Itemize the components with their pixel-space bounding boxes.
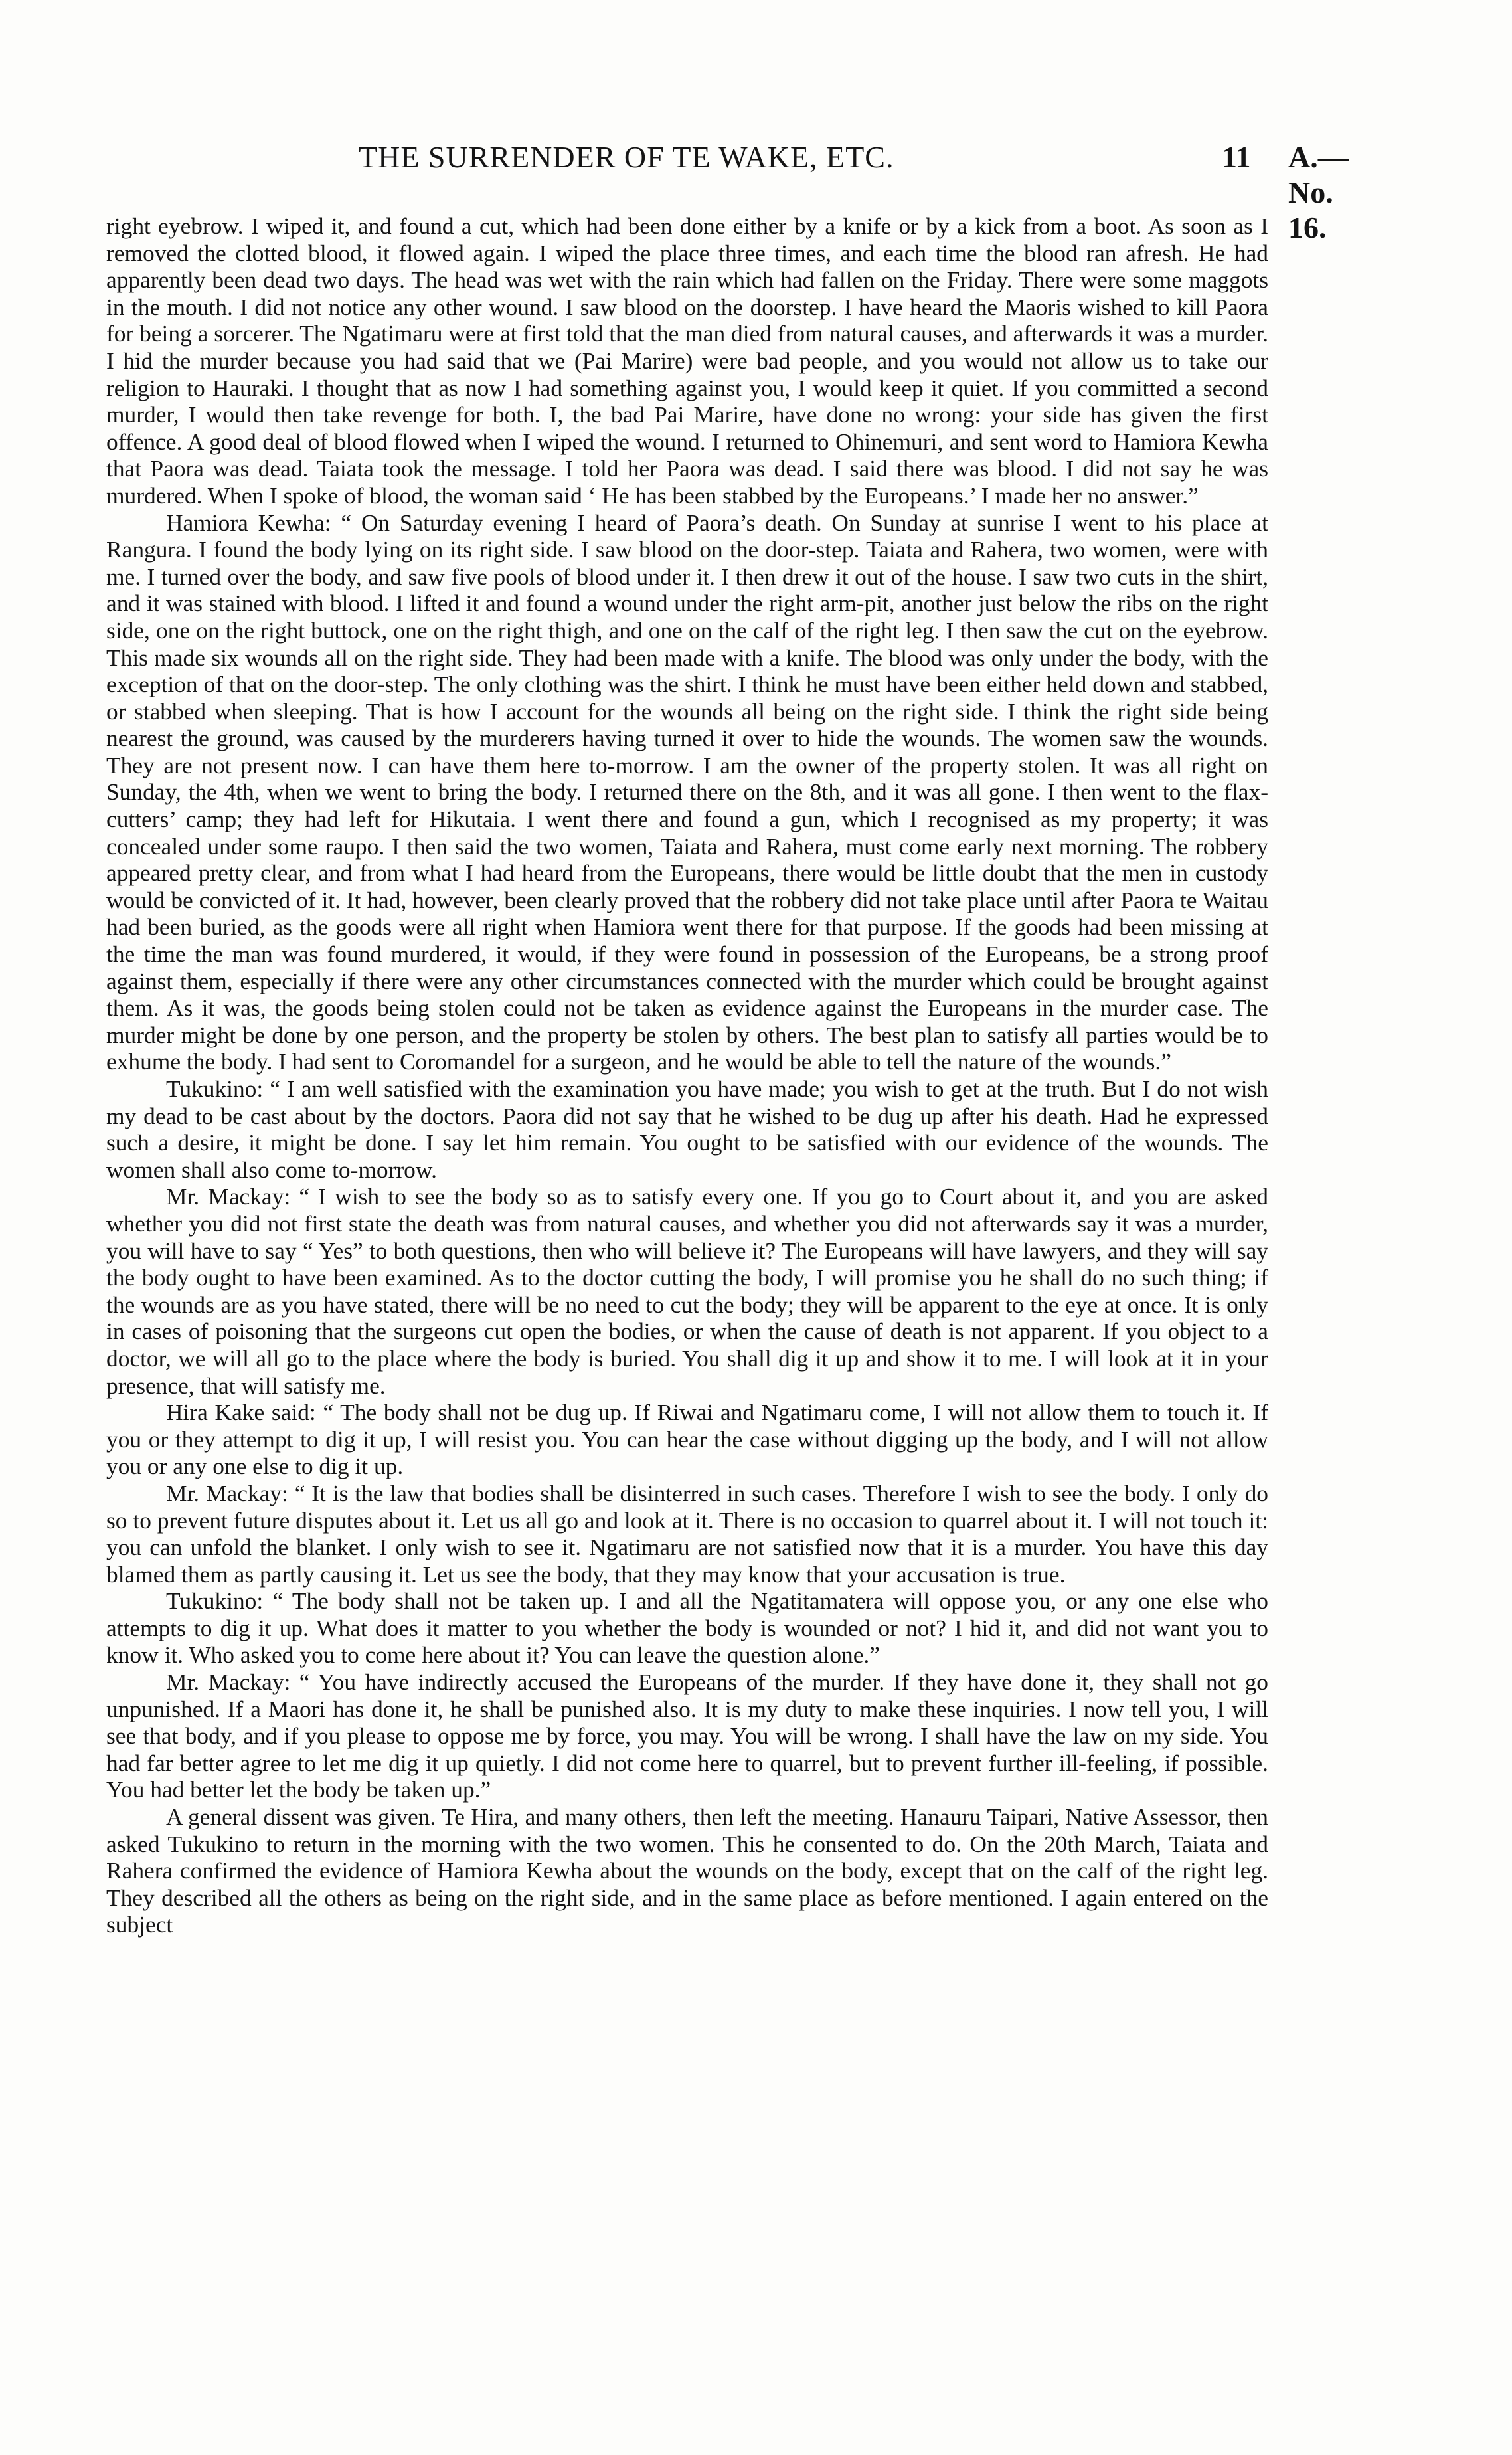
paragraph-mackay-2: Mr. Mackay: “ It is the law that bodies shall be disinterred in such cases. Therefore I wish to see the body. I only do so to prevent future disputes about it. Let us all go and look at it. There is no occasion to quarrel about it. I will not touch it: you can unfold the blanket. I only wish to see it. Ngatimaru are not satisfied now that it is a murder. You have this day blamed them as partly causing it. Let us see the body, that they may know that your accusation is true. — [106, 1479, 1268, 1588]
paragraph-hamiora-kewha: Hamiora Kewha: “ On Saturday evening I heard of Paora’s death. On Sunday at sunrise I went to his place at Rangura. I found the body lying on its right side. I saw blood on the door-step. Taiata and Rahera, two women, were with me. I turned over the body, and saw five pools of blood under it. I then drew it out of the house. I saw two cuts in the shirt, and it was stained with blood. I lifted it and found a wound under the right arm-pit, another just below the ribs on the right side, one on the right buttock, one on the right thigh, and one on the calf of the right leg. I then saw the cut on the eyebrow. This made six wounds all on the right side. They had been made with a knife. The blood was only under the body, with the exception of that on the door-step. The only clothing was the shirt. I think he must have been either held down and stabbed, or stabbed when sleeping. That is how I account for the wounds all being on the right side. I think the right side being nearest the ground, was caused by the murderers having turned it over to hide the wounds. The women saw the wounds. They are not present now. I can have them here to-morrow. I am the owner of the property stolen. It was all right on Sunday, the 4th, when we went to bring the body. I returned there on the 8th, and it was all gone. I then went to the flax-cutters’ camp; they had left for Hikutaia. I went there and found a gun, which I recognised as my property; it was concealed under some raupo. I then said the two women, Taiata and Rahera, must come early next morning. The robbery appeared pretty clear, and from what I had heard from the Europeans, there would be little doubt that the men in custody would be convicted of it. It had, however, been clearly proved that the robbery did not take place until after Paora te Waitau had been buried, as the goods were all right when Hamiora went there for that purpose. If the goods had been missing at the time the man was found murdered, it would, if they were found in possession of the Europeans, be a strong proof against them, especially if there were any other circumstances connected with the murder which could be brought against them. As it was, the goods being stolen could not be taken as evidence against the Europeans in the murder case. The murder might be done by one person, and the property be stolen by others. The best plan to satisfy all parties would be to exhume the body. I had sent to Coromandel for a surgeon, and he would be able to tell the nature of the wounds.” — [106, 509, 1268, 1075]
page-header — [106, 139, 1355, 244]
paragraph-mackay-3: Mr. Mackay: “ You have indirectly accused the Europeans of the murder. If they have done it, they shall not go unpunished. If a Maori has done it, he shall be punished also. It is my duty to make these inquiries. I now tell you, I will see that body, and if you please to oppose me by force, you may. You will be wrong. I shall have the law on my side. You had far better agree to let me dig it up quietly. I did not come here to quarrel, but to prevent further ill-feeling, if possible. You had better let the body be taken up.” — [106, 1669, 1268, 1803]
paragraph-general-dissent: A general dissent was given. Te Hira, and many others, then left the meeting. Hanauru Taipari, Native Assessor, then asked Tukukino to return in the morning with the two women. This he consented to do. On the 20th March, Taiata and Rahera confirmed the evidence of Hamiora Kewha about the wounds on the body, except that on the calf of the right leg. They described all the others as being on the right side, and in the same place as before mentioned. I again entered on the subject — [106, 1803, 1268, 1938]
paragraph-hira-kake: Hira Kake said: “ The body shall not be dug up. If Riwai and Ngatimaru come, I will not allow them to touch it. If you or they attempt to dig it up, I will resist you. You can hear the case without digging up the body, and I will not allow you or any one else to dig it up. — [106, 1399, 1268, 1480]
paragraph-tukukino-1: Tukukino: “ I am well satisfied with the examination you have made; you wish to get at the truth. But I do not wish my dead to be cast about by the doctors. Paora did not say that he wished to be dug up after his death. Had he expressed such a desire, it might be done. I say let him remain. You ought to be satisfied with our evidence of the wounds. The women shall also come to-morrow. — [106, 1075, 1268, 1183]
document-reference: A.—No. 16. — [1288, 140, 1349, 244]
paragraph-mackay-1: Mr. Mackay: “ I wish to see the body so as to satisfy every one. If you go to Court about it, and you are asked whether you did not first state the death was from natural causes, and whether you did not afterwards say it was a murder, you will have to say “ Yes” to both questions, then who will believe it? The Europeans will have lawyers, and they will say the body ought to have been examined. As to the doctor cutting the body, I will promise you he shall do no such thing; if the wounds are as you have stated, there will be no need to cut the body; they will be apparent to the eye at once. It is only in cases of poisoning that the surgeons cut open the bodies, or when the cause of death is not apparent. If you object to a doctor, we will all go to the place where the body is buried. You shall dig it up and show it to me. I will look at it in your presence, that will satisfy me. — [106, 1183, 1268, 1399]
body-text — [106, 213, 1268, 2405]
paragraph-continuation: right eyebrow. I wiped it, and found a cut, which had been done either by a knife or by a kick from a boot. As soon as I removed the clotted blood, it flowed again. I wiped the place three times, and each time the blood ran afresh. He had apparently been dead two days. The head was wet with the rain which had fallen on the Friday. There were some maggots in the mouth. I did not notice any other wound. I saw blood on the doorstep. I have heard the Maoris wished to kill Paora for being a sorcerer. The Ngatimaru were at first told that the man died from natural causes, and afterwards it was a murder. I hid the murder because you had said that we (Pai Marire) were bad people, and you would not allow us to take our religion to Hauraki. I thought that as now I had something against you, I would keep it quiet. If you committed a second murder, I would then take revenge for both. I, the bad Pai Marire, have done no wrong: your side has given the first offence. A good deal of blood flowed when I wiped the wound. I returned to Ohinemuri, and sent word to Hamiora Kewha that Paora was dead. Taiata took the message. I told her Paora was dead. I said there was blood. I did not say he was murdered. When I spoke of blood, the woman said ‘ He has been stabbed by the Europeans.’ I made her no answer.” — [106, 213, 1268, 509]
running-title: THE SURRENDER OF TE WAKE, ETC. — [359, 140, 894, 174]
paragraph-tukukino-2: Tukukino: “ The body shall not be taken up. I and all the Ngatitamatera will oppose you, or any one else who attempts to dig it up. What does it matter to you whether the body is wounded or not? I hid it, and did not want you to know it. Who asked you to come here about it? You can leave the question alone.” — [106, 1588, 1268, 1669]
page-number: 11 — [1222, 140, 1251, 174]
